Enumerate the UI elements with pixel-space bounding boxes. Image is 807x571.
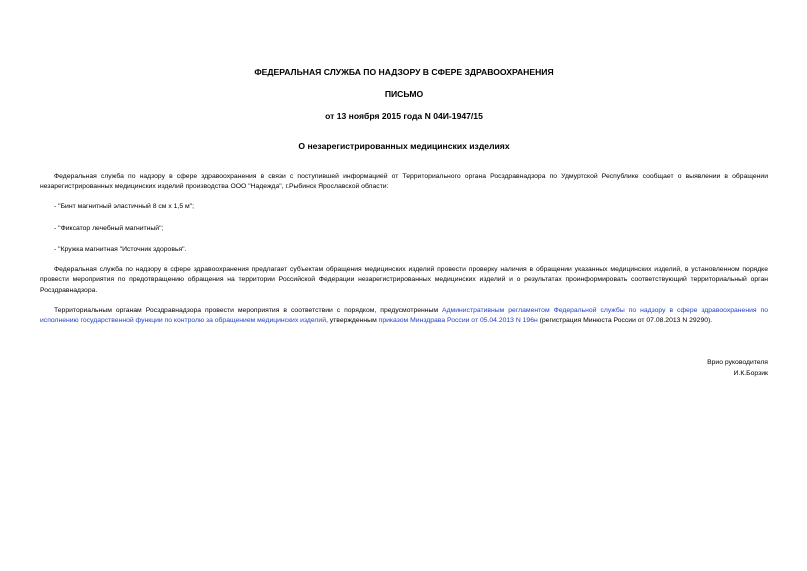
list-item: - "Кружка магнитная "Источник здоровья". xyxy=(54,246,187,253)
signatory-name: И.К.Борзик xyxy=(733,370,768,377)
list-item: - "Фиксатор лечебный магнитный"; xyxy=(54,225,164,232)
document-date-number: от 13 ноября 2015 года N 04И-1947/15 xyxy=(325,111,483,121)
agency-heading: ФЕДЕРАЛЬНАЯ СЛУЖБА ПО НАДЗОРУ В СФЕРЕ ЗДРАВООХРАНЕНИЯ xyxy=(254,67,554,77)
paragraph-text: (регистрация Минюста России от 07.08.2013 N 29290). xyxy=(537,317,713,325)
document-subject: О незарегистрированных медицинских изделиях xyxy=(298,141,510,151)
paragraph-proposal: Федеральная служба по надзору в сфере здравоохранения предлагает субъектам обращения медицинских изделий провести проверку наличия в обращении указанных медицинских изделий, в установленном порядке провести мероприятия по предотвращению обращения на территории Российской Федерации незарегистрированных медицинских изделий и о результатах проинформировать соответствующий территориальный орган Росздравнадзора. xyxy=(40,266,768,294)
paragraph-instructions xyxy=(40,306,768,327)
order-link[interactable]: приказом Минздрава России от 05.04.2013 N 196н xyxy=(378,317,538,325)
document-type: ПИСЬМО xyxy=(384,89,424,99)
paragraph-text: Территориальным органам Росздравнадзора провести мероприятия в соответствии с порядком, предусмотренным xyxy=(54,307,443,314)
regulation-link[interactable]: Административным регламентом Федеральной службы по надзору в сфере здравоохранения по исполнению государственной функции по контролю за обращением медицинских изделий xyxy=(40,307,768,325)
paragraph-text: , утвержденным xyxy=(326,317,379,325)
paragraph-intro: Федеральная служба по надзору в сфере здравоохранения в связи с поступившей информацией от Территориального органа Росздравнадзора по Удмуртской Республике сообщает о выявлении в обращении незарегистрированных медицинских изделий производства ООО "Надежда", г.Рыбинск Ярославской области: xyxy=(40,173,768,191)
signatory-position: Врио руководителя xyxy=(707,359,768,366)
document-page xyxy=(40,0,768,571)
list-item: - "Бинт магнитный эластичный 8 см х 1,5 м"; xyxy=(54,203,194,210)
